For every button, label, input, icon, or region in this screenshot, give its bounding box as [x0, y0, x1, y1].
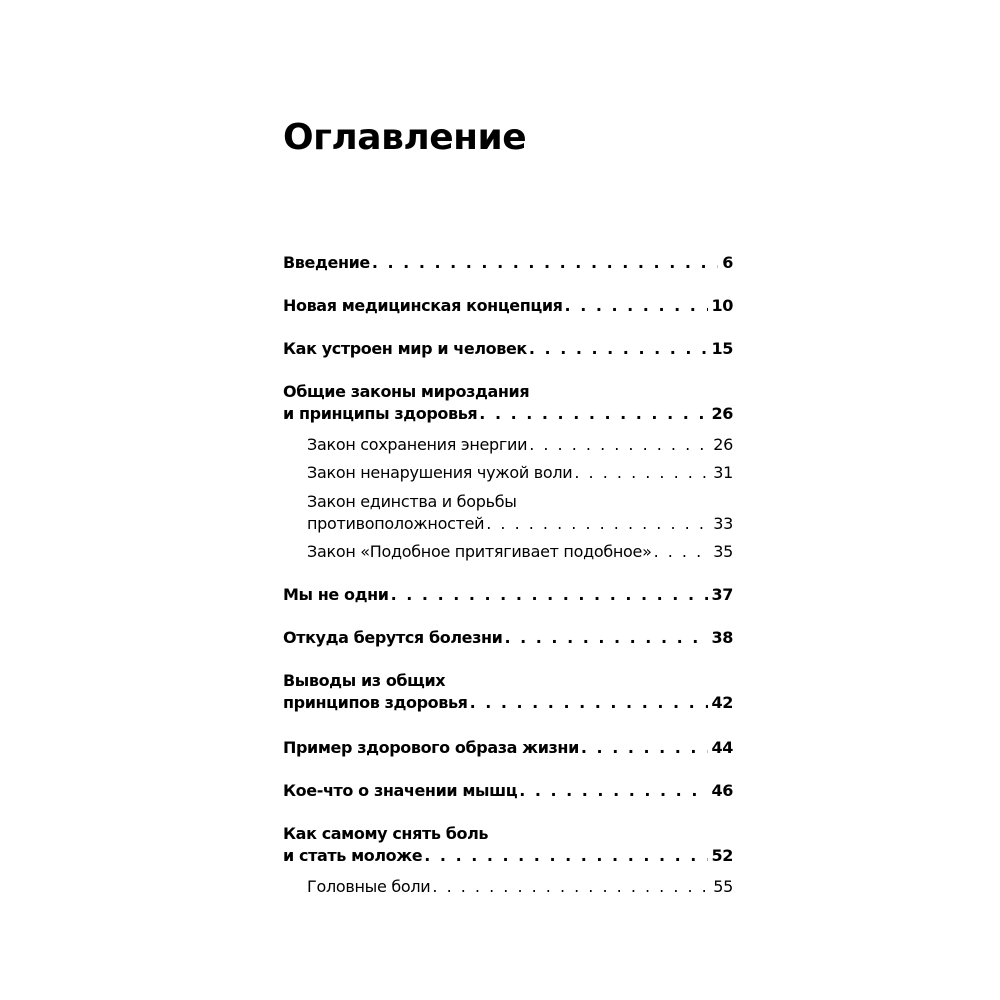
toc-entry-title-line-1: Закон единства и борьбы	[307, 492, 517, 511]
toc-entry-we-are-not-alone[interactable]	[283, 583, 733, 607]
toc-subentry-energy-conservation[interactable]	[307, 433, 733, 457]
toc-entry-title-line-1: Выводы из общих	[283, 671, 446, 690]
toc-page-number: 26	[713, 435, 733, 454]
toc-subentry-like-attracts-like[interactable]	[307, 540, 733, 564]
toc-entry-general-laws[interactable]	[283, 380, 733, 426]
toc-entry-title: и стать моложе	[283, 846, 423, 865]
toc-page-number: 10	[711, 296, 733, 315]
toc-subentry-headaches[interactable]	[307, 875, 733, 899]
toc-entry-healthy-lifestyle[interactable]	[283, 736, 733, 760]
toc-entry-relieve-pain[interactable]	[283, 822, 733, 868]
toc-subentry-unity-of-opposites[interactable]	[307, 490, 733, 536]
toc-entry-world-and-man[interactable]	[283, 337, 733, 361]
dot-leader	[519, 779, 707, 803]
toc-entry-title: Введение	[283, 253, 370, 272]
dot-leader	[486, 512, 709, 536]
toc-subentry-will-law[interactable]	[307, 461, 733, 485]
dot-leader	[372, 251, 718, 275]
toc-entry-title: Новая медицинская концепция	[283, 296, 563, 315]
dot-leader	[391, 583, 708, 607]
toc-page-number: 33	[713, 514, 733, 533]
toc-page-number: 37	[711, 585, 733, 604]
toc-entry-new-medical-concept[interactable]	[283, 294, 733, 318]
toc-entry-introduction[interactable]	[283, 251, 733, 275]
toc-page-number: 55	[713, 877, 733, 896]
dot-leader	[432, 875, 709, 899]
toc-page-number: 26	[711, 404, 733, 423]
toc-page-number: 6	[722, 253, 733, 272]
dot-leader	[424, 844, 707, 868]
toc-entry-title: Откуда берутся болезни	[283, 628, 503, 647]
toc-entry-title: Как устроен мир и человек	[283, 339, 527, 358]
dot-leader	[574, 461, 709, 485]
toc-page-number: 38	[711, 628, 733, 647]
toc-entry-title: принципов здоровья	[283, 693, 468, 712]
toc-entry-where-diseases-come-from[interactable]	[283, 626, 733, 650]
dot-leader	[654, 540, 710, 564]
toc-page-number: 42	[711, 693, 733, 712]
dot-leader	[470, 691, 708, 715]
toc-entry-title-line-1: Как самому снять боль	[283, 824, 489, 843]
toc-entry-title: и принципы здоровья	[283, 404, 478, 423]
toc-entry-conclusions[interactable]	[283, 669, 733, 715]
toc-entry-title: Мы не одни	[283, 585, 389, 604]
dot-leader	[581, 736, 708, 760]
dot-leader	[529, 337, 708, 361]
toc-entry-title: Кое-что о значении мышц	[283, 781, 518, 800]
toc-entry-title: Головные боли	[307, 877, 431, 896]
dot-leader	[504, 626, 707, 650]
toc-entry-title: Закон ненарушения чужой воли	[307, 463, 573, 482]
page-title: Оглавление	[283, 117, 527, 158]
toc-page-number: 15	[711, 339, 733, 358]
toc-entry-title-line-1: Общие законы мироздания	[283, 382, 530, 401]
toc-page-number: 52	[711, 846, 733, 865]
toc-entry-title: Закон «Подобное притягивает подобное»	[307, 542, 652, 561]
toc-entry-muscles[interactable]	[283, 779, 733, 803]
toc-page-number: 46	[711, 781, 733, 800]
toc-entry-title: Пример здорового образа жизни	[283, 738, 579, 757]
dot-leader	[529, 433, 709, 457]
toc-page-number: 44	[711, 738, 733, 757]
toc-page-number: 31	[713, 463, 733, 482]
dot-leader	[565, 294, 708, 318]
dot-leader	[479, 402, 707, 426]
toc-entry-title: противоположностей	[307, 514, 485, 533]
toc-entry-title: Закон сохранения энергии	[307, 435, 528, 454]
toc-page-number: 35	[713, 542, 733, 561]
